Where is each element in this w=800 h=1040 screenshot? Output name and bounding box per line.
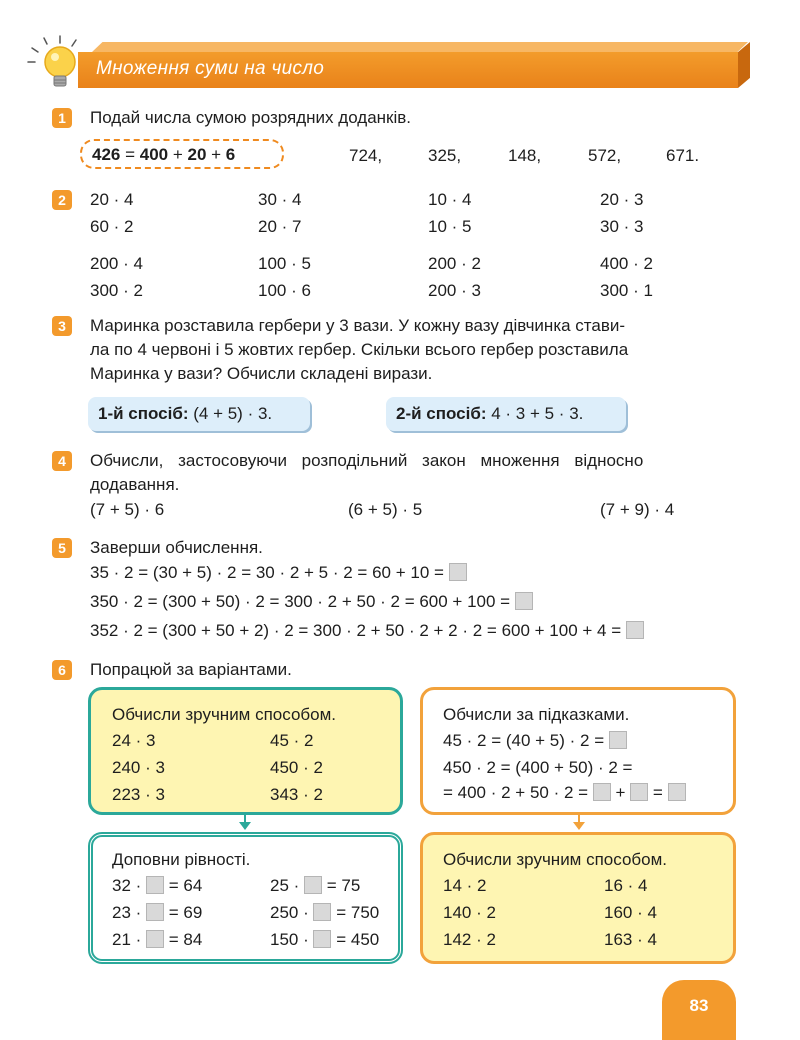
panel-3-expr: 21 · [112, 930, 147, 949]
panel-1-expr: 45 · 2 [270, 731, 314, 750]
example-hundreds: 400 [139, 145, 169, 164]
way-2-label: 2-й спосіб: [396, 404, 487, 423]
task-2-expr: 20 · 7 [258, 217, 302, 236]
task-5-line [90, 592, 533, 612]
panel-2-expr: = 400 · 2 + 50 · 2 = [443, 783, 593, 802]
panel-1-expr: 24 · 3 [112, 731, 156, 750]
task-2-expr: 10 · 4 [428, 190, 472, 209]
panel-4-expr: 16 · 4 [604, 876, 648, 895]
task-5-expr: 352 · 2 = (300 + 50 + 2) · 2 = 300 · 2 + 50 · 2 + 2 · 2 = 600 + 100 + 4 = [90, 621, 626, 640]
task-number-3: 3 [52, 316, 72, 336]
panel-1-expr: 240 · 3 [112, 758, 165, 777]
answer-box[interactable] [313, 930, 331, 948]
page-number: 83 [662, 980, 736, 1040]
answer-box[interactable] [609, 731, 627, 749]
panel-4-expr: 140 · 2 [443, 903, 496, 922]
panel-3-result: = 750 [331, 903, 380, 922]
panel-3-result: = 84 [164, 930, 203, 949]
panel-3-expr: 23 · [112, 903, 147, 922]
section-title: Множення суми на число [96, 58, 325, 79]
lightbulb-icon [26, 34, 90, 98]
answer-box[interactable] [593, 783, 611, 801]
task-1-item: 572, [588, 146, 622, 165]
task-4-expr: (6 + 5) · 5 [348, 500, 423, 519]
panel-2-expr: 45 · 2 = (40 + 5) · 2 = [443, 731, 609, 750]
answer-box[interactable] [304, 876, 322, 894]
panel-4-title: Обчисли зручним способом. [443, 850, 668, 869]
panel-4-expr: 14 · 2 [443, 876, 487, 895]
task-2-expr: 300 · 1 [600, 281, 653, 300]
panel-4-expr: 163 · 4 [604, 930, 657, 949]
example-plus: + [206, 145, 226, 164]
arrow-down-icon [237, 814, 253, 832]
answer-box[interactable] [313, 903, 331, 921]
example-eq: = [120, 145, 140, 164]
panel-3-line [112, 876, 202, 896]
example-number: 426 [92, 145, 121, 164]
answer-box[interactable] [515, 592, 533, 610]
panel-4-expr: 142 · 2 [443, 930, 496, 949]
task-2-expr: 200 · 4 [90, 254, 143, 273]
task-4-expr: (7 + 5) · 6 [90, 500, 165, 519]
panel-3-line [112, 903, 202, 923]
task-2-expr: 30 · 3 [600, 217, 644, 236]
way-2-expr: 4 · 3 + 5 · 3. [486, 404, 584, 423]
panel-3-result: = 75 [322, 876, 361, 895]
panel-1-expr: 223 · 3 [112, 785, 165, 804]
answer-box[interactable] [146, 876, 164, 894]
task-4-line: додавання. [90, 475, 180, 494]
way-1-expr: (4 + 5) · 3. [188, 404, 273, 423]
panel-2-line: 450 · 2 = (400 + 50) · 2 = [443, 758, 633, 777]
panel-3-line [112, 930, 202, 950]
task-number-1: 1 [52, 108, 72, 128]
example-units: 6 [225, 145, 236, 164]
task-3-line: Маринка у вази? Обчисли складені вирази. [90, 364, 433, 383]
panel-2-plus: + [610, 783, 631, 802]
panel-2-line [443, 783, 686, 803]
example-tens: 20 [187, 145, 207, 164]
task-1-text: Подай числа сумою розрядних доданків. [90, 108, 412, 127]
task-2-expr: 400 · 2 [600, 254, 653, 273]
task-3-line: Маринка розставила гербери у 3 вази. У кожну вазу дівчинка стави- [90, 316, 626, 335]
task-1-item: 325, [428, 146, 462, 165]
task-1-example [92, 145, 235, 165]
panel-3-expr: 250 · [270, 903, 314, 922]
panel-2-eq: = [648, 783, 668, 802]
arrow-down-icon [571, 814, 587, 832]
answer-box[interactable] [630, 783, 648, 801]
panel-3-line [270, 903, 379, 923]
task-4-expr: (7 + 9) · 4 [600, 500, 675, 519]
task-2-expr: 20 · 4 [90, 190, 134, 209]
panel-3-expr: 32 · [112, 876, 147, 895]
task-5-line [90, 621, 644, 641]
task-2-expr: 200 · 3 [428, 281, 481, 300]
answer-box[interactable] [146, 930, 164, 948]
panel-3-expr: 25 · [270, 876, 305, 895]
panel-1-expr: 343 · 2 [270, 785, 323, 804]
task-2-expr: 20 · 3 [600, 190, 644, 209]
answer-box[interactable] [449, 563, 467, 581]
task-2-expr: 100 · 5 [258, 254, 311, 273]
task-1-item: 724, [349, 146, 383, 165]
task-5-line [90, 563, 467, 583]
panel-3-result: = 69 [164, 903, 203, 922]
panel-3-result: = 64 [164, 876, 203, 895]
task-5-text: Заверши обчислення. [90, 538, 263, 557]
answer-box[interactable] [146, 903, 164, 921]
task-5-expr: 35 · 2 = (30 + 5) · 2 = 30 · 2 + 5 · 2 = 60 + 10 = [90, 563, 449, 582]
task-4-line: Обчисли, застосовуючи розподільний закон множення відносно [90, 451, 644, 470]
panel-2-line [443, 731, 627, 751]
panel-2-title: Обчисли за підказками. [443, 705, 630, 724]
example-plus: + [168, 145, 188, 164]
task-2-expr: 100 · 6 [258, 281, 311, 300]
panel-1-expr: 450 · 2 [270, 758, 323, 777]
panel-3-title: Доповни рівності. [112, 850, 251, 869]
task-number-5: 5 [52, 538, 72, 558]
task-1-item: 148, [508, 146, 542, 165]
header-banner-top [92, 42, 748, 52]
panel-1-title: Обчисли зручним способом. [112, 705, 337, 724]
task-2-expr: 300 · 2 [90, 281, 143, 300]
task-number-4: 4 [52, 451, 72, 471]
answer-box[interactable] [668, 783, 686, 801]
task-2-expr: 60 · 2 [90, 217, 134, 236]
answer-box[interactable] [626, 621, 644, 639]
task-6-text: Попрацюй за варіантами. [90, 660, 292, 679]
way-2-pill [386, 397, 626, 431]
task-number-2: 2 [52, 190, 72, 210]
task-2-expr: 30 · 4 [258, 190, 302, 209]
panel-3-expr: 150 · [270, 930, 314, 949]
panel-4-expr: 160 · 4 [604, 903, 657, 922]
task-number-6: 6 [52, 660, 72, 680]
panel-3-line [270, 876, 360, 896]
task-2-expr: 10 · 5 [428, 217, 472, 236]
task-2-expr: 200 · 2 [428, 254, 481, 273]
way-1-label: 1-й спосіб: [98, 404, 189, 423]
panel-3-line [270, 930, 379, 950]
panel-3-result: = 450 [331, 930, 380, 949]
task-5-expr: 350 · 2 = (300 + 50) · 2 = 300 · 2 + 50 · 2 = 600 + 100 = [90, 592, 515, 611]
task-3-line: ла по 4 червоні і 5 жовтих гербер. Скільки всього гербер розставила [90, 340, 629, 359]
way-1-pill [88, 397, 310, 431]
task-1-item: 671. [666, 146, 700, 165]
